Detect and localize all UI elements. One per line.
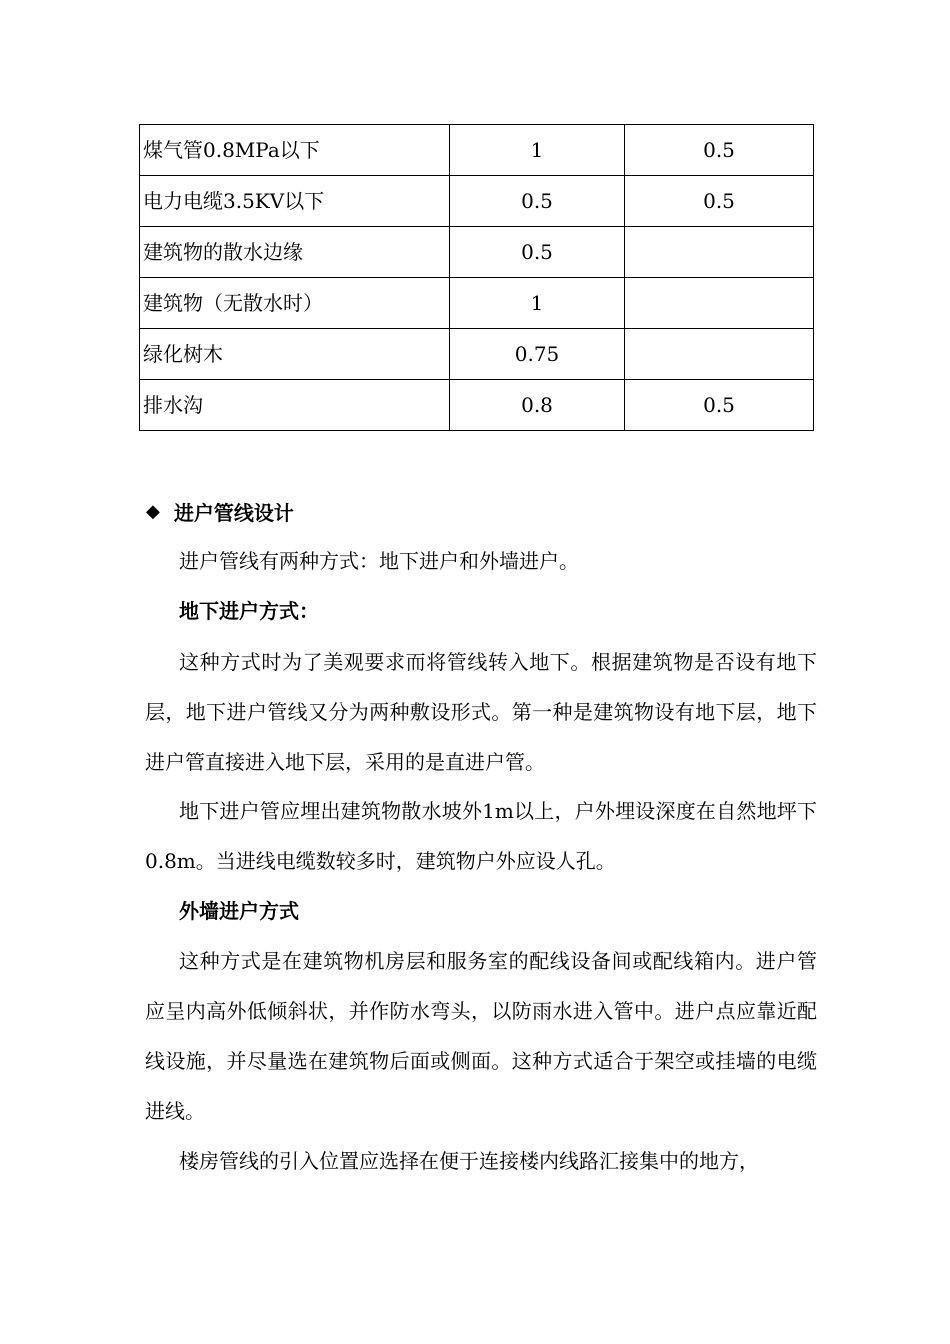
- underground-paragraph-1: 这种方式时为了美观要求而将管线转入地下。根据建筑物是否设有地下层，地下进户管线又分为两种敷设形式。第一种是建筑物设有地下层，地下进户管直接进入地下层，采用的是直进户管。: [145, 650, 817, 774]
- table-cell: 煤气管0.8MPa以下: [140, 125, 450, 176]
- table-cell: [625, 227, 814, 278]
- table-row: [140, 380, 814, 431]
- table-row: [140, 278, 814, 329]
- intro-paragraph: 进户管线有两种方式：地下进户和外墙进户。: [179, 549, 579, 573]
- table-cell: 0.75: [450, 329, 625, 380]
- table-cell: 建筑物（无散水时）: [140, 278, 450, 329]
- table-row: [140, 329, 814, 380]
- table-cell: 0.8: [450, 380, 625, 431]
- table-cell: 建筑物的散水边缘: [140, 227, 450, 278]
- table-row: [140, 125, 814, 176]
- underground-paragraph-2: 地下进户管应埋出建筑物散水坡外1m以上，户外埋设深度在自然地坪下0.8m。当进线电缆数较多时，建筑物户外应设人孔。: [145, 799, 817, 873]
- table-cell: 0.5: [625, 125, 814, 176]
- table-cell: 1: [450, 125, 625, 176]
- table-row: [140, 227, 814, 278]
- wall-paragraph-1: 这种方式是在建筑物机房层和服务室的配线设备间或配线箱内。进户管应呈内高外低倾斜状，并作防水弯头，以防雨水进入管中。进户点应靠近配线设施，并尽量选在建筑物后面或侧面。这种方式适合于架空或挂墙的电缆进线。: [145, 949, 817, 1123]
- table-cell: 排水沟: [140, 380, 450, 431]
- table-cell: [625, 278, 814, 329]
- table-cell: 1: [450, 278, 625, 329]
- table-cell: 0.5: [625, 380, 814, 431]
- wall-subheading: 外墙进户方式: [179, 899, 299, 923]
- clearance-table: [139, 124, 814, 431]
- building-paragraph-1: 楼房管线的引入位置应选择在便于连接楼内线路汇接集中的地方，: [179, 1149, 759, 1173]
- section-title: 进户管线设计: [173, 500, 294, 525]
- diamond-bullet-icon: ◆: [146, 500, 160, 522]
- section-heading: [146, 495, 294, 527]
- table-row: [140, 176, 814, 227]
- table-cell: 0.5: [450, 176, 625, 227]
- table-cell: 电力电缆3.5KV以下: [140, 176, 450, 227]
- table-cell: [625, 329, 814, 380]
- table-cell: 0.5: [450, 227, 625, 278]
- table-cell: 绿化树木: [140, 329, 450, 380]
- table-cell: 0.5: [625, 176, 814, 227]
- underground-subheading: 地下进户方式：: [179, 599, 319, 623]
